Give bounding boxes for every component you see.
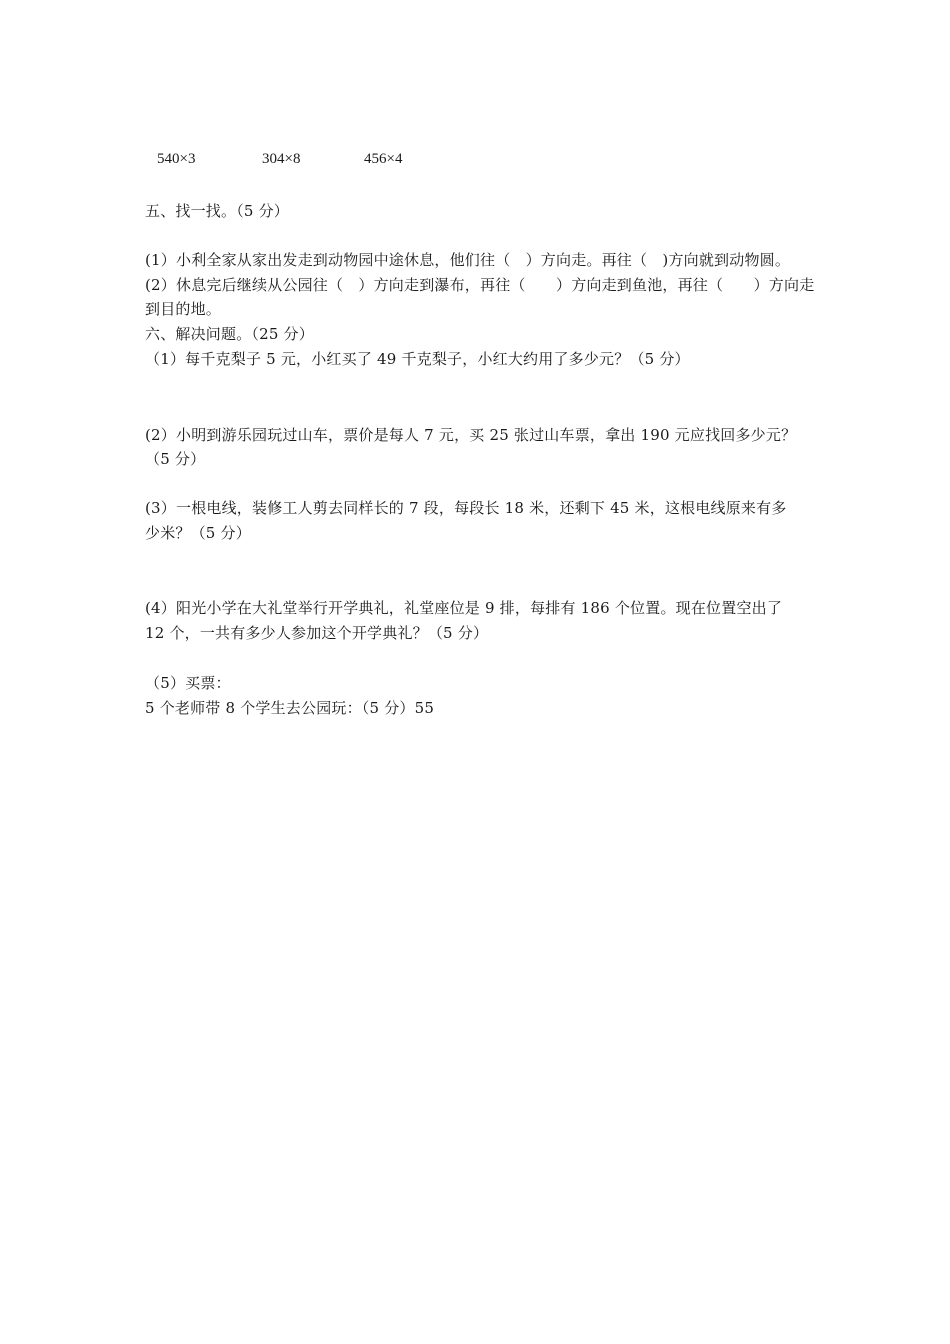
problem-text: (3）一根电线，装修工人剪去同样长的 7 段，每段长 18 米，还剩下 45 米，这根电线原来有多 bbox=[145, 499, 787, 517]
question-text: (2）休息完后继续从公园往（ ）方向走到瀑布，再往（ ）方向走到鱼池，再往（ ）方向走 bbox=[145, 276, 815, 294]
problem-text: 12 个，一共有多少人参加这个开学典礼？（5 分） bbox=[145, 624, 489, 642]
problem-text: (4）阳光小学在大礼堂举行开学典礼，礼堂座位是 9 排，每排有 186 个位置。现在位置空出了 bbox=[145, 599, 783, 617]
section-title: 六、解决问题。（25 分） bbox=[145, 325, 314, 343]
problem-text: （1）每千克梨子 5 元，小红买了 49 千克梨子，小红大约用了多少元？（5 分） bbox=[145, 350, 690, 368]
calculation-item: 540×3 bbox=[157, 151, 196, 167]
problem-text: 5 个老师带 8 个学生去公园玩：（5 分）55 bbox=[145, 699, 435, 717]
section-title: 五、找一找。（5 分） bbox=[145, 202, 290, 220]
problem-text: （5 分） bbox=[145, 450, 206, 468]
problem-text: 少米？（5 分） bbox=[145, 524, 251, 542]
calculation-item: 304×8 bbox=[262, 151, 301, 167]
calculation-item: 456×4 bbox=[364, 151, 403, 167]
question-text: (1）小利全家从家出发走到动物园中途休息，他们往（ ）方向走。再往（ )方向就到动物圆。 bbox=[145, 251, 791, 269]
question-text: 到目的地。 bbox=[145, 300, 222, 318]
problem-text: (2）小明到游乐园玩过山车，票价是每人 7 元，买 25 张过山车票，拿出 190 元应找回多少元？ bbox=[145, 426, 797, 444]
problem-text: （5）买票： bbox=[145, 674, 231, 692]
